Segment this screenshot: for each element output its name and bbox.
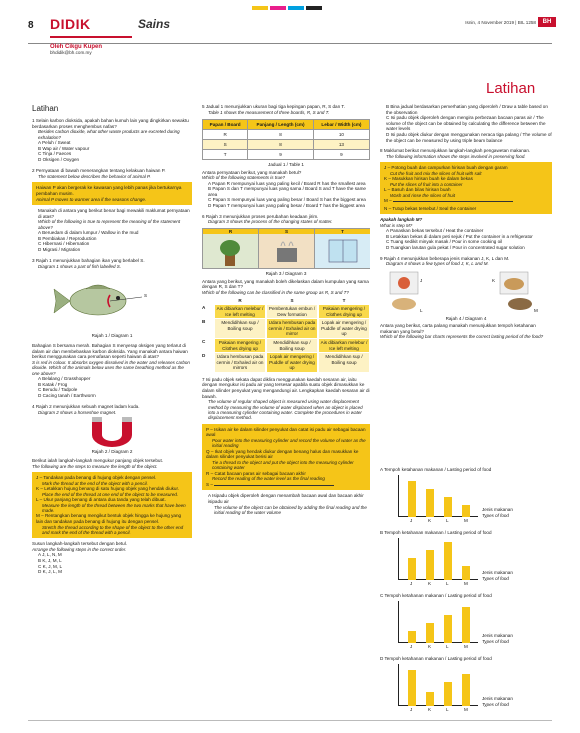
option-b[interactable]: B Katak / Frog	[38, 381, 68, 387]
table-header: Lebar / Width (cm)	[313, 120, 369, 130]
page-header	[28, 14, 556, 44]
steps-box	[380, 162, 552, 214]
chart-title: D Tempoh ketahanan makanan / Lasting period of food	[380, 656, 492, 661]
option-a-en: The volume of the object can be obtained by adding the final reading and the initial reading of the water volume	[214, 504, 367, 516]
step-p: P – Isikan air ke dalam silinder penyukat dan catat isi padu air sebagai bacaan awal	[206, 426, 366, 438]
question-6	[202, 214, 370, 372]
color-swatch	[270, 6, 286, 10]
measurement-table	[202, 119, 370, 160]
food-items-icon	[380, 270, 552, 316]
option-d[interactable]: D Tuangkan larutan gula pekat / Pour in concentrated sugar solution	[386, 244, 525, 250]
chart-title: B Tempoh ketahanan makanan / Lasting period of food	[380, 530, 492, 535]
label-s: S	[144, 293, 148, 299]
question-text-en: The following information shows the steps involved in preserving food.	[386, 153, 526, 159]
question-text: 9 Rajah 4 menunjukkan beberapa jenis makanan J, K, L dan M.	[380, 255, 510, 261]
x-tick-label: K	[428, 644, 432, 649]
x-tick-label: L	[446, 707, 449, 712]
table-header: Papan / Board	[203, 120, 248, 130]
header-rule	[28, 43, 552, 44]
statement-text-en: Animal P moves to warmer area if the seasons change.	[36, 196, 147, 202]
chart-bar	[444, 615, 452, 643]
fish-icon	[32, 273, 192, 329]
question-text-en: Table 1 shows the measurement of three boards, R, S and T.	[208, 109, 330, 115]
step-q-en: Tie a thread to the object and put the object into the measuring cylinder containing water	[212, 460, 354, 471]
food-label: L	[420, 307, 423, 313]
step-s: S –	[206, 482, 366, 488]
question-ask: Antara yang berikut, yang manakah boleh dikelaskan dalam kumpulan yang sama dengan R, S dan T?	[202, 278, 369, 290]
bar-chart-option-a[interactable]	[380, 467, 552, 525]
chart-bar	[462, 505, 470, 517]
chart-bar	[462, 566, 470, 580]
question-1	[32, 118, 192, 162]
question-9	[380, 256, 552, 340]
color-swatch	[252, 6, 268, 10]
step-j: J – Potong buah dan campurkan hirisan buah dengan garam	[384, 165, 508, 171]
question-text: 5 Jadual 1 menunjukkan ukuran bagi tiga kepingan papan, R, S dan T.	[202, 104, 345, 109]
step-l: L – Ukur panjang benang di antara dua tanda yang telah dibuat.	[36, 496, 166, 502]
diagram-caption: Rajah 2 / Diagram 2	[91, 449, 133, 455]
x-axis-label-en: Types of food	[482, 513, 509, 518]
magnet-diagram	[32, 415, 192, 449]
option-a[interactable]: A Ais dibiarkan melebur / Ice left melting Pembentukan embun / Dew formation Pakaian mengering / Clothes drying up	[202, 305, 370, 318]
question-7	[202, 377, 370, 516]
option-c[interactable]: C K, J, M, L	[38, 563, 62, 569]
question-ask-en: Which of the following statements is true?	[202, 175, 286, 181]
question-body-en: S is red in colour. It absorbs oxygen dissolved in the water and releases carbon dioxide. Which of the animals below uses the same breathing method as the one above?	[32, 359, 190, 376]
chart-bar	[408, 481, 416, 517]
question-ask-en: Which of the following bar charts represents the correct lasting period of the food?	[380, 334, 544, 340]
option-a[interactable]: A Papan R mempunyai luas yang paling kecil / Board R has the smallest area	[208, 180, 366, 186]
bar-chart-option-b[interactable]	[380, 530, 552, 588]
option-a[interactable]: A Panaskan bekas tersebut / Heat the container	[386, 228, 484, 234]
step-l-en: Wash and rinse the slices of fruit	[390, 192, 455, 198]
bar-chart-option-c[interactable]	[380, 593, 552, 651]
chart-plot-area	[398, 601, 478, 649]
panel-t: T	[315, 229, 370, 269]
question-text-en: The statement below describes the behavior of animal P.	[38, 173, 151, 179]
question-text: 8 Maklumat berikut menunjukkan langkah-langkah pengawetan makanan.	[380, 148, 531, 154]
x-axis-label-en: Types of food	[482, 639, 509, 644]
step-r-en: Record the reading of the water level as the final reading	[212, 476, 325, 482]
question-text: 7 Isi padu objek sekata dapat diklira menggunakan kaedah sesaran air, iaitu dengan mengukur isi padu air yang tersesar apabila suatu objek dimasukkan ke dalam silinder penyukat yang mengandungi air. Lengkapkan kaedah sesaran air di bawah.	[202, 376, 370, 399]
panel-r: R	[203, 229, 259, 269]
question-ask-en: Which of the following can be classified in the same group as R, S and T?	[202, 289, 349, 295]
chart-plot-area	[398, 538, 478, 586]
x-axis-label: Jenis makanan	[482, 633, 513, 638]
option-b[interactable]: B Mendidihkan sup / Boiling soup Udara hembusan pada cermin / Exhaled air on mirror Lopak air mengering / Puddle of water drying up	[202, 319, 370, 338]
option-d[interactable]: D K, J, L, M	[38, 569, 62, 575]
step-k: K – Letakkan hujung benang di satu hujung objek yang hendak diukur.	[36, 485, 180, 491]
chart-bar	[444, 542, 452, 580]
step-p-en: Pour water into the measuring cylinder and record the volume of water as the initial reading	[212, 438, 366, 449]
chart-bar	[408, 631, 416, 643]
x-axis-label-en: Types of food	[482, 702, 509, 707]
option-d[interactable]: D Cacing tanah / Earthworm	[38, 392, 96, 398]
step-j-en: Cut the fruit and mix the slices of fruit with salt	[390, 170, 482, 176]
column-3	[380, 104, 552, 340]
option-d[interactable]: D Oksigen / Oxygen	[38, 156, 80, 162]
question-ask-en: Which of the following is true to represent the meaning of the statement above?	[38, 219, 181, 230]
x-axis-label-en: Types of food	[482, 576, 509, 581]
chart-bar	[444, 682, 452, 706]
chart-title: C Tempoh ketahanan makanan / Lasting period of food	[380, 593, 492, 598]
option-d[interactable]: D Papan T mempunyai luas yang paling besar / Board T has the biggest area	[208, 202, 365, 208]
question-ask-en: What is step M?	[380, 222, 413, 228]
food-label: M	[534, 307, 538, 313]
option-b[interactable]: B Letakkan bekas di dalam peti sejuk / Put the container in a refrigerator	[386, 233, 533, 239]
column-2	[202, 104, 370, 515]
fish-diagram	[32, 273, 192, 329]
chart-bar	[408, 670, 416, 706]
statement-box	[32, 182, 192, 205]
question-text: 6 Rajah 3 menunjukkan proses perubahan keadaan jirim.	[202, 213, 319, 219]
column-1	[32, 118, 192, 575]
didik-logo: DIDIK	[50, 16, 91, 32]
y-axis	[398, 475, 399, 517]
table-row: T 9 9	[203, 150, 370, 160]
author-name: Oleh Cikgu Kupen	[50, 44, 103, 50]
option-b[interactable]: B Pembiakan / Reproduction	[38, 235, 97, 241]
food-label: J	[420, 277, 423, 283]
option-a[interactable]: A J, L, N, M	[38, 552, 62, 558]
bar-chart-option-d[interactable]	[380, 656, 552, 714]
x-axis-label: Jenis makanan	[482, 507, 513, 512]
chart-bar	[444, 497, 452, 517]
option-c[interactable]: C Hibernasi / Hibernation	[38, 241, 90, 247]
author-email: bhdidik@bh.com.my	[50, 50, 92, 55]
statement-text: Haiwan P akan bergerak ke kawasan yang lebih panas jika bertukarnya pembahan musim.	[36, 185, 182, 196]
y-axis	[398, 664, 399, 706]
x-tick-label: K	[428, 581, 432, 586]
question-body-en: The following are the steps to measure the length of the object.	[32, 463, 158, 469]
x-tick-label: L	[446, 644, 449, 649]
steps-box	[32, 472, 192, 538]
x-tick-label: L	[446, 581, 449, 586]
chart-bar	[426, 489, 434, 517]
window-icon	[315, 234, 370, 268]
x-tick-label: J	[410, 644, 413, 649]
plant-icon	[203, 234, 258, 268]
question-ask: Antara pernyataan berikut, yang manakah betul?	[202, 169, 302, 175]
diagram-caption: Rajah 1 / Diagram 1	[91, 333, 133, 339]
question-text-en: Diagram 3 shows the process of the changing states of matter.	[208, 219, 333, 225]
option-a[interactable]: A Peluh / Sweat	[38, 140, 71, 145]
section-title: Sains	[138, 17, 171, 31]
chart-bar	[426, 623, 434, 643]
diagram-caption: Rajah 4 / Diagram 4	[445, 315, 487, 321]
x-tick-label: L	[446, 518, 449, 523]
table-caption: Jadual 1 / Table 1	[268, 162, 304, 167]
step-m: M –	[384, 198, 548, 204]
question-8	[380, 148, 552, 250]
option-d[interactable]: D Migrasi / Migration	[38, 246, 81, 252]
question-ask: Susun langkah-langkah tersebut dengan betul.	[32, 541, 128, 547]
color-swatch	[306, 6, 322, 10]
option-a[interactable]: A Beruedam di dalam lumpur / Wallow in the mud	[38, 229, 139, 235]
step-j-en: Mark the thread at the end of the object with a pencil.	[42, 480, 148, 486]
step-k-en: Put the slices of fruit into a container	[390, 181, 463, 187]
logo-underline	[50, 36, 132, 38]
question-ask: Antara yang berikut, carta palang manakah menunjukkan tempoh ketahanan makanan yang betul?	[380, 323, 536, 334]
question-5	[202, 104, 370, 209]
y-axis	[398, 538, 399, 580]
step-l-en: Measure the length of the thread between the two marks that have been made.	[42, 502, 186, 513]
chart-title: A Tempoh ketahanan makanan / Lasting period of food	[380, 467, 492, 472]
option-c[interactable]: C Berudu / Tadpole	[38, 387, 78, 393]
option-d[interactable]: D Udara hembusan pada cermin / Exhaled air on mirrors Lopak air mengering / Puddle of water drying up Mendidihkan sup / Boiling soup	[202, 353, 370, 372]
chart-bar	[462, 674, 470, 706]
question-text-en: Besides carbon dioxide, what other waste products are excreted during exhalation?	[38, 129, 180, 140]
option-c[interactable]: C Papan S mempunyai luas yang paling besar / Board S has the biggest area	[208, 197, 366, 203]
x-tick-label: M	[464, 644, 468, 649]
x-axis-label: Jenis makanan	[482, 696, 513, 701]
option-c[interactable]: C Isi padu objek diperoleh dengan mengira perbezaan bacaan paras air / The volume of the object can be obtained by calculating the difference between the water levels	[386, 115, 546, 132]
question-text-en: Diagram 2 shows a horseshoe magnet.	[38, 409, 117, 415]
x-axis-label: Jenis makanan	[482, 570, 513, 575]
step-k-en: Place the end of the thread at one end of the object to be measured.	[42, 491, 179, 497]
question-ask-en: Arrange the following steps in the correct order.	[32, 546, 127, 552]
question-body: Bahagian S bersama merah. Bahagian S menyerap oksigen yang terlarut di dalam air dan membebaskan karbon dioksida. Yang manakah antara haiwan berikut menggunakan cara pernafasan seperti haiwan di atas?	[32, 342, 188, 360]
question-2	[32, 168, 192, 252]
step-m: M – Rentangkan benang mengikut bentuk objek hingga ke hujung yang lain dan tandakan pada benang di hujung itu dengan pensel.	[36, 513, 182, 524]
panel-s: S	[259, 229, 315, 269]
color-swatch	[288, 6, 304, 10]
step-j: J – Tandakan pada benang di hujung objek dengan pensel.	[36, 474, 157, 480]
step-q: Q – Ikat objek yang hendak diukur dengan benang halus dan masukkan ke dalam silinder penyukat berisi air	[206, 448, 359, 460]
option-a[interactable]: A Isipadu objek diperoleh dengan menambah bacaan awal dan bacaan akhir isipadu air	[208, 493, 364, 505]
food-label: K	[492, 277, 496, 283]
diagram-caption: Rajah 3 / Diagram 3	[265, 271, 307, 277]
x-tick-label: K	[428, 518, 432, 523]
option-c[interactable]: C Tuang sedikit minyak masak / Pour in some cooking oil	[386, 239, 503, 245]
food-diagram	[380, 270, 552, 316]
step-n: N – Tutup bekas tersebut / Seal the container	[384, 205, 477, 211]
option-b[interactable]: B K, J, M, L	[38, 557, 62, 563]
question-body: Berikut ialah langkah-langkah mengukur panjang objek tersebut.	[32, 457, 164, 463]
table-row: R 8 10	[203, 130, 370, 140]
horseshoe-magnet-icon	[82, 415, 142, 449]
chart-plot-area	[398, 664, 478, 712]
question-7-continued	[380, 104, 552, 143]
x-tick-label: K	[428, 707, 432, 712]
option-c[interactable]: C Pakaian mengering / Clothes drying up Mendidihkan sup / Boiling soup Ais dibiarkan melebur / Ice left melting	[202, 338, 368, 351]
question-text: 3 Rajah 1 menunjukkan bahagian ikan yang berlabel S.	[32, 258, 145, 264]
print-color-bar	[0, 6, 580, 12]
x-tick-label: M	[464, 707, 468, 712]
option-d[interactable]: D Isi padu objek diukur dengan menggunakan neraca tiga palang / The volume of the object can be measured by using triple beam balance	[386, 131, 552, 143]
question-text-en: Diagram 1 shows a part of fish labelled S.	[38, 263, 122, 269]
pot-icon	[259, 234, 314, 268]
chart-bar	[426, 550, 434, 580]
page-number: 8	[28, 20, 34, 31]
chart-bar	[426, 692, 434, 706]
bh-logo: BH	[538, 17, 556, 27]
option-c[interactable]: C Tinja / Faeces	[38, 151, 72, 157]
chart-bar	[462, 607, 470, 643]
option-b[interactable]: B Wap air / Water vapour	[38, 145, 90, 151]
procedure-box	[202, 424, 370, 491]
option-b[interactable]: B Papan S dan T mempunyai luas yang sama / Board S and T have the same area	[208, 186, 366, 197]
x-tick-label: J	[410, 518, 413, 523]
x-tick-label: M	[464, 581, 468, 586]
y-axis	[398, 601, 399, 643]
question-text-en: The volume of regular shaped object is measured using water displacement method by measuring the volume of water displaced when an object is placed into a measuring cylinder containing water. Complete the procedures in water displacement method.	[208, 399, 363, 421]
question-text: 1 Selain karbon dioksida, apakah bahan kumuh lain yang dingkirkan sewaktu berdasarkan proses menghembus nafas?	[32, 118, 189, 129]
step-r: R – Catat bacaan paras air sebagai bacaan akhir	[206, 470, 306, 476]
question-text: 2 Pernyataan di bawah menerangkan tentang kelakuan haiwan P.	[32, 168, 166, 174]
chart-bar	[408, 558, 416, 580]
question-4	[32, 404, 192, 574]
author-block	[50, 44, 102, 55]
chart-plot-area	[398, 475, 478, 523]
question-text: 4 Rajah 2 menunjukkan sebuah magnet ladam kuda.	[32, 404, 140, 410]
step-m-en: Stretch the thread according to the shape of the object to the other end and mark the end of the thread with a pencil.	[42, 524, 184, 535]
column-title: Latihan	[32, 104, 59, 113]
x-tick-label: J	[410, 707, 413, 712]
x-tick-label: M	[464, 518, 468, 523]
option-b[interactable]: B Bina jadual berdasarkan pemerhatian yang diperoleh / Draw a table based on the observation	[386, 104, 548, 115]
step-k: K – Masukkan hirisan buah ke dalam bekas	[384, 176, 473, 182]
footer-rule	[28, 720, 552, 721]
grid-header-row: R S T	[238, 298, 346, 304]
question-3	[32, 258, 192, 398]
question-ask: Manakah di antara yang berikut benar bagi mewakili maklumat pernyataan di atas?	[38, 207, 190, 219]
step-l: L – Basuh dan bilas hirisan buah	[384, 187, 451, 193]
dateline: Isnin, 4 November 2019 | BIL 1258	[465, 20, 536, 25]
page-title: Latihan	[486, 80, 536, 97]
table-header: Panjang / Length (cm)	[248, 120, 314, 130]
option-a[interactable]: A Belalang / Grasshopper	[38, 375, 91, 381]
question-text-en: Diagram 4 shows a few types of food J, K, L and M.	[386, 261, 489, 267]
table-row: S 8 13	[203, 140, 370, 150]
states-diagram	[202, 228, 370, 270]
x-tick-label: J	[410, 581, 413, 586]
options-grid	[202, 298, 370, 372]
question-ask: Apakah langkah M?	[380, 217, 423, 223]
